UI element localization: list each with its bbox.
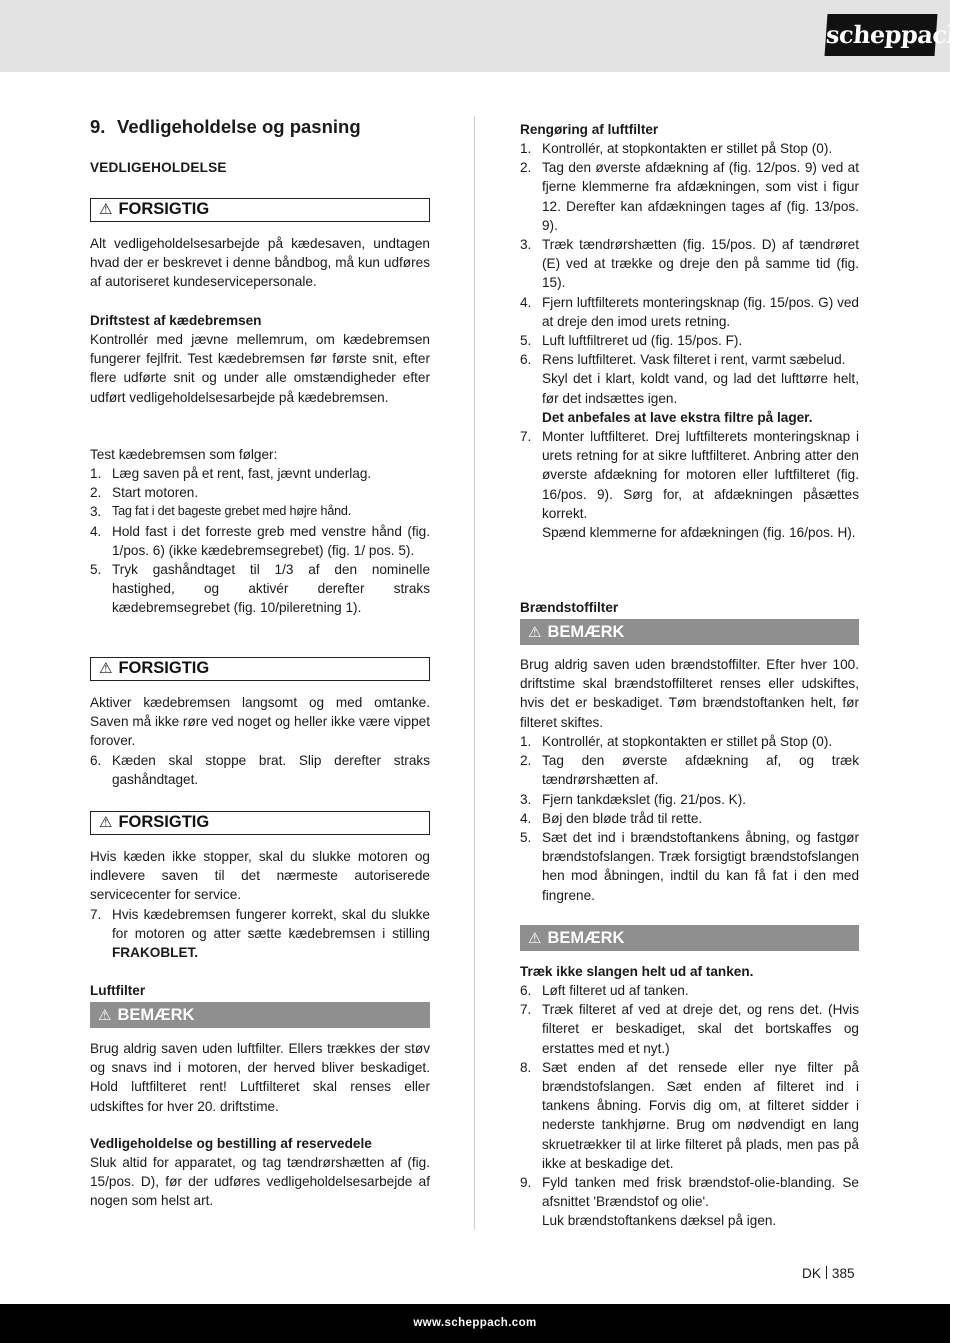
warning-icon: ⚠	[99, 201, 113, 218]
list-item: 4. Hold fast i det forreste greb med venstre hånd (fig. 1/pos. 6) (ikke kædebremsegrebet) (fig. 1/ pos. 5).	[90, 523, 430, 558]
steps-list	[520, 139, 859, 542]
list-item: 1. Kontrollér, at stopkontakten er stillet på Stop (0).	[520, 734, 833, 749]
brand-logo: scheppach	[825, 14, 938, 56]
paragraph: Test kædebremsen som følger:	[90, 447, 278, 462]
steps-list	[90, 751, 430, 789]
list-item: 2. Tag den øverste afdækning af, og træk tændrørshætten af.	[520, 753, 859, 788]
column-divider	[474, 116, 475, 1230]
header-bar	[0, 0, 965, 72]
list-item: 4. Bøj den bløde tråd til rette.	[520, 810, 703, 826]
list-item: 7. Monter luftfilteret. Drej luftfilterets monteringsknap i urets retning for at sikre luftfilteret. Anbring atter den øverste afdækning for motoren eller luftfilteret (fig. 16/pos. 9). Sørg for, at afdækningen påsættes korrekt. Spænd klemmerne for afdækningen (fig. 16/pos. H).	[520, 429, 859, 541]
list-item: 2. Start motoren.	[90, 485, 199, 501]
paragraph: Hvis kæden ikke stopper, skal du slukke motoren og indlevere saven til det nærmeste autoriserede servicecenter for service.	[90, 849, 430, 903]
subheading: Driftstest af kædebremsen	[90, 313, 262, 328]
footer-bar	[0, 1304, 950, 1343]
subheading: Rengøring af luftfilter	[520, 122, 659, 137]
page-number-value: 385	[831, 1266, 855, 1281]
warning-box	[90, 657, 430, 681]
paragraph: Brug aldrig saven uden brændstoffilter. Efter hver 100. driftstime skal brændstoffilteret renses eller udskiftes, hvis det er beskadiget. Tøm brændstoftanken helt, før filteret skiftes.	[520, 657, 859, 730]
list-item: 5. Luft luftfiltreret ud (fig. 15/pos. F).	[520, 333, 743, 349]
subsection-caps: VEDLIGEHOLDELSE	[90, 160, 227, 175]
warning-icon: ⚠	[99, 814, 113, 831]
warning-icon: ⚠	[99, 660, 113, 677]
list-item: 3. Træk tændrørshætten (fig. 15/pos. D) af tændrøret (E) ved at trække og dreje den på samme tid (fig. 15).	[520, 237, 859, 291]
list-item: 1. Læg saven på et rent, fast, jævnt underlag.	[90, 466, 372, 481]
list-item: 8. Sæt enden af det rensede eller nye filter på brændstofslangen. Sæt enden af filteret ind i tankens åbning. Forvis dig om, at filteret sidder i nederste tankhjørne. Brug om nødvendigt en lang skruetrækker til at lirke filteret på plads, men pas på ikke at beskadige det.	[520, 1059, 859, 1171]
list-item: 4. Fjern luftfilterets monteringsknap (fig. 15/pos. G) ved at dreje den imod urets retning.	[520, 294, 859, 329]
section-title: Vedligeholdelse og pasning	[117, 116, 361, 137]
steps-list	[90, 905, 430, 963]
list-item: 6. Kæden skal stoppe brat. Slip derefter straks gashåndtaget.	[90, 753, 430, 788]
paragraph: Alt vedligeholdelsesarbejde på kædesaven, undtagen hvad der er beskrevet i denne båndbog, må kun udføres af autoriseret kundeservicepersonale.	[90, 236, 430, 290]
footer-url: www.scheppach.com	[413, 1317, 537, 1329]
warning-box	[90, 811, 430, 835]
list-item: 5. Tryk gashåndtaget til 1/3 af den nominelle hastighed, og aktivér derefter straks kædebremsegrebet (fig. 10/pileretning 1).	[90, 562, 430, 616]
section-heading	[90, 116, 430, 138]
steps-list	[520, 732, 859, 905]
note-label: BEMÆRK	[547, 623, 625, 641]
warning-icon: ⚠	[528, 930, 542, 947]
steps-list	[520, 981, 859, 1231]
steps-list	[90, 464, 430, 618]
note-box	[520, 619, 859, 645]
note-label: BEMÆRK	[547, 929, 625, 947]
bold-note: Træk ikke slangen helt ud af tanken.	[520, 964, 754, 979]
note-box	[520, 925, 859, 951]
note-label: BEMÆRK	[117, 1006, 195, 1024]
subheading: Vedligeholdelse og bestilling af reservedele	[90, 1136, 372, 1151]
paragraph: Kontrollér med jævne mellemrum, om kædebremsen fungerer fejlfrit. Test kædebremsen før første snit, efter flere udførte snit og under alle omstændigheder efter udført vedligeholdelsesarbejde på kædebremsen.	[90, 332, 430, 405]
list-item: 7. Hvis kædebremsen fungerer korrekt, skal du slukke for motoren og atter sætte kædebremsen i stilling FRAKOBLET.	[90, 907, 430, 961]
paragraph: Aktiver kædebremsen langsomt og med omtanke. Saven må ikke røre ved noget og heller ikke være vippet forover.	[90, 695, 431, 749]
warning-icon: ⚠	[528, 624, 542, 641]
paragraph: Sluk altid for apparatet, og tag tændrørshætten af (fig. 15/pos. D), før der udføres vedligeholdelsesarbejde af nogen som helst art.	[90, 1155, 430, 1209]
note-box	[90, 1002, 430, 1028]
section-number: 9.	[90, 116, 106, 137]
list-item: 1. Kontrollér, at stopkontakten er stillet på Stop (0).	[520, 141, 833, 156]
list-item: 6. Rens luftfilteret. Vask filteret i rent, varmt sæbelud. Skyl det i klart, koldt vand, og lad det lufttørre helt, før det indsættes igen. Det anbefales at lave ekstra filtre på lager.	[520, 352, 859, 425]
warning-label: FORSIGTIG	[118, 200, 210, 218]
paragraph: Brug aldrig saven uden luftfilter. Ellers trækkes der støv og snavs ind i motoren, der herved bliver beskadiget. Hold luftfilteret rent! Luftfilteret skal renses eller udskiftes for hver 20. driftstime.	[90, 1041, 430, 1114]
list-item: 3. Tag fat i det bageste grebet med højre hånd.	[90, 504, 352, 520]
page-number	[802, 1264, 855, 1283]
list-item: 6. Løft filteret ud af tanken.	[520, 983, 689, 998]
list-item: 3. Fjern tankdækslet (fig. 21/pos. K).	[520, 791, 746, 807]
subheading: Luftfilter	[90, 983, 146, 998]
list-item: 5. Sæt det ind i brændstoftankens åbning, og fastgør brændstofslangen. Træk forsigtigt brændstofslangen hen mod åbningen, indtil du kan få fat i den med fingrene.	[520, 830, 859, 903]
subheading: Brændstoffilter	[520, 600, 619, 615]
list-item: 9. Fyld tanken med frisk brændstof-olie-blanding. Se afsnittet 'Brændstof og olie'. Luk brændstoftankens dæksel på igen.	[520, 1175, 859, 1229]
warning-icon: ⚠	[98, 1007, 112, 1024]
warning-label: FORSIGTIG	[118, 659, 210, 677]
warning-label: FORSIGTIG	[118, 813, 210, 831]
page-language: DK	[802, 1266, 821, 1281]
list-item: 7. Træk filteret af ved at dreje det, og rens det. (Hvis filteret er beskadiget, skal det bortskaffes og erstattes med et nyt.)	[520, 1002, 859, 1056]
page-separator	[826, 1266, 827, 1279]
list-item: 2. Tag den øverste afdækning af (fig. 12/pos. 9) ved at fjerne klemmerne fra afdækningen, som vist i figur 12. Derefter kan afdækningen tages af (fig. 13/pos. 9).	[520, 160, 859, 233]
warning-box	[90, 198, 430, 222]
